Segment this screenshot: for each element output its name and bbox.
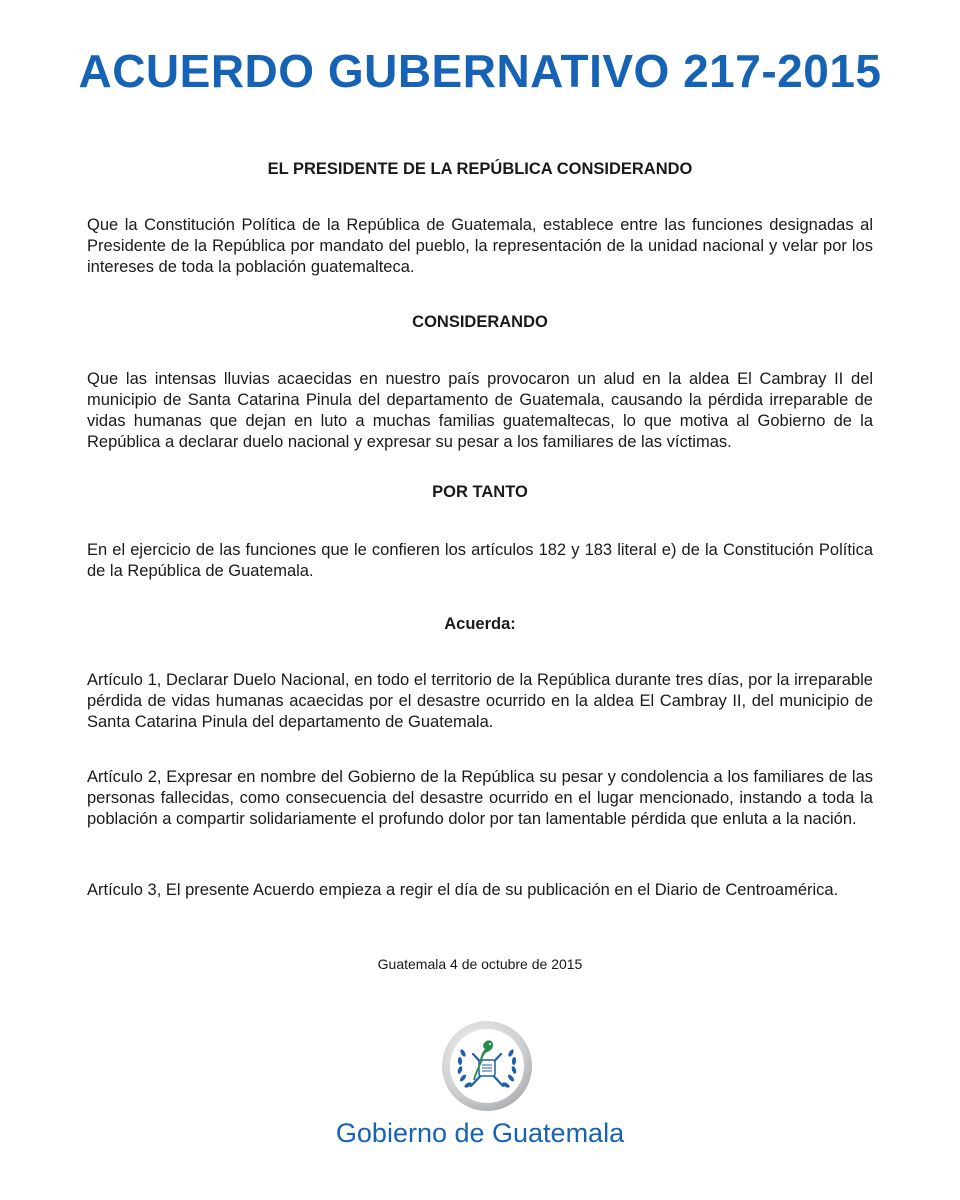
paragraph-constitucion: Que la Constitución Política de la República de Guatemala, establece entre las funciones designadas al Presidente de la República por mandato del pueblo, la representación de la unidad nacional y velar por los intereses de toda la población guatemalteca. — [87, 216, 873, 276]
article-2: Artículo 2, Expresar en nombre del Gobierno de la República su pesar y condolencia a los familiares de las personas fallecidas, como consecuencia del desastre ocurrido en el lugar mencionado, instando a toda la población a compartir solidariamente el profundo dolor por tan lamentable pérdida que enluta a la nación. — [87, 768, 873, 828]
government-name: Gobierno de Guatemala — [335, 1118, 625, 1148]
document-title: ACUERDO GUBERNATIVO 217-2015 — [78, 45, 882, 97]
heading-considerando: CONSIDERANDO — [412, 313, 548, 331]
heading-presidente-considerando: EL PRESIDENTE DE LA REPÚBLICA CONSIDERANDO — [267, 160, 693, 178]
heading-por-tanto: POR TANTO — [432, 483, 528, 501]
paragraph-ejercicio: En el ejercicio de las funciones que le confieren los artículos 182 y 183 literal e) de la Constitución Política de la República de Guatemala. — [87, 541, 873, 580]
paragraph-lluvias: Que las intensas lluvias acaecidas en nuestro país provocaron un alud en la aldea El Cambray II del municipio de Santa Catarina Pinula del departamento de Guatemala, causando la pérdida irreparable de vidas humanas que dejan en luto a muchas familias guatemaltecas, lo que motiva al Gobierno de la República a declarar duelo nacional y expresar su pesar a los familiares de las víctimas. — [87, 370, 873, 451]
place-date: Guatemala 4 de octubre de 2015 — [377, 956, 583, 972]
coat-of-arms-icon — [441, 1020, 533, 1112]
article-3: Artículo 3, El presente Acuerdo empieza a regir el día de su publicación en el Diario de Centroamérica. — [87, 881, 839, 899]
heading-acuerda: Acuerda: — [444, 615, 516, 633]
article-1: Artículo 1, Declarar Duelo Nacional, en todo el territorio de la República durante tres días, por la irreparable pérdida de vidas humanas acaecidas por el desastre ocurrido en la aldea El Cambray II, del municipio de Santa Catarina Pinula del departamento de Guatemala. — [87, 671, 873, 731]
